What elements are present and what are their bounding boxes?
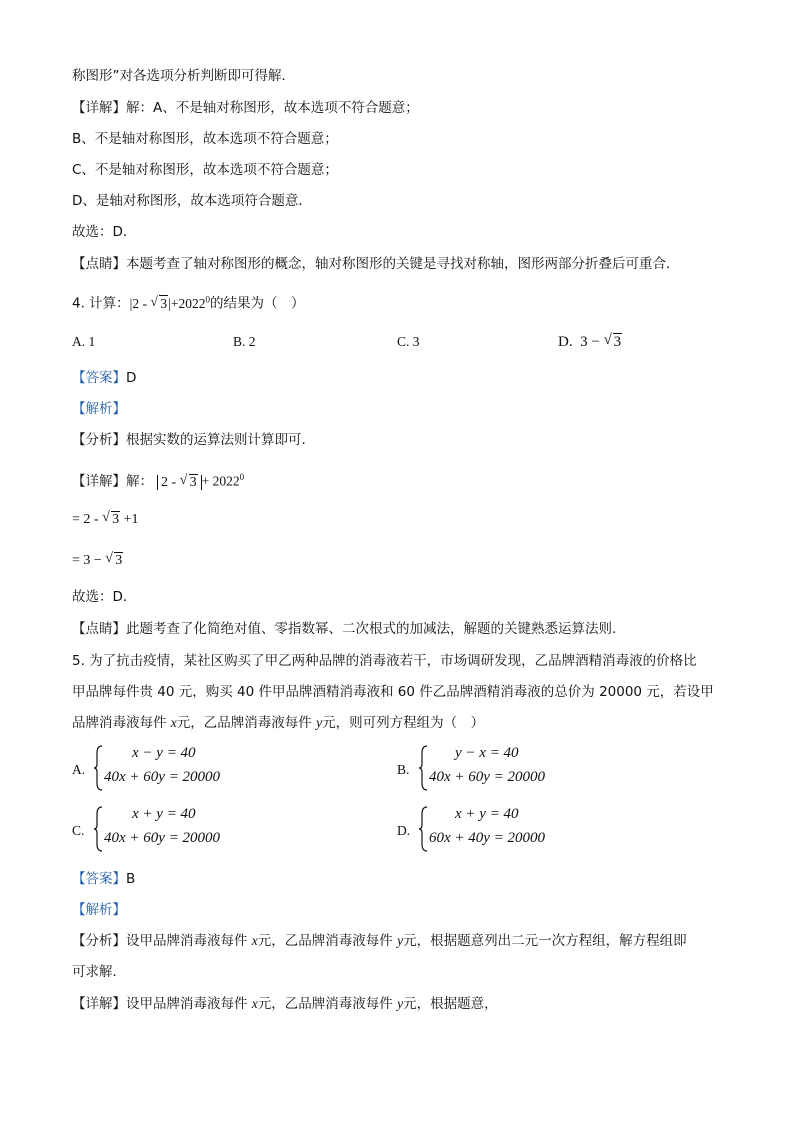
equation-2: 40x + 60y = 20000 bbox=[429, 769, 546, 785]
step-2 bbox=[72, 551, 123, 571]
var-y: y bbox=[397, 996, 404, 1011]
line-text: 元，乙品牌消毒液每件 bbox=[176, 715, 317, 731]
option-label: D. bbox=[397, 823, 411, 838]
var-x: x bbox=[170, 715, 177, 730]
comment-tag: 【点睛】 bbox=[72, 621, 126, 637]
text-line bbox=[72, 129, 338, 149]
line-text: 设甲品牌消毒液每件 bbox=[126, 996, 252, 1012]
option-text: B. 2 bbox=[233, 334, 256, 349]
line-text: 本题考查了轴对称图形的概念，轴对称图形的关键是寻找对称轴，图形两部分折叠后可重合． bbox=[126, 256, 680, 272]
analysis-text-2 bbox=[72, 962, 126, 982]
line-text: 故选：D． bbox=[72, 589, 137, 605]
radicand: 3 bbox=[613, 334, 622, 350]
analysis-line bbox=[72, 900, 126, 920]
line-text: 此题考查了化简绝对值、零指数幂、二次根式的加减法，解题的关键熟悉运算法则． bbox=[126, 621, 626, 637]
question-5-stem-2 bbox=[72, 682, 714, 702]
answer-tag: 【答案】 bbox=[72, 871, 126, 887]
line-text: 甲品牌每件贵 40 元，购买 40 件甲品牌酒精消毒液和 60 件乙品牌酒精消毒液的总价为 20000 元，若设甲 bbox=[72, 684, 714, 700]
line-text: 称图形”对各选项分析判断即可得解． bbox=[72, 68, 295, 84]
analysis-tag: 【解析】 bbox=[72, 902, 126, 918]
sqrt: √ 3 bbox=[603, 332, 622, 350]
option-b-system bbox=[419, 745, 579, 793]
option-text: C. 3 bbox=[397, 334, 420, 349]
analysis-text-1 bbox=[72, 931, 687, 951]
sqrt: √ 3 bbox=[179, 472, 197, 490]
answer-value: D bbox=[126, 370, 137, 386]
radicand: 3 bbox=[189, 474, 197, 490]
sqrt: √ 3 bbox=[150, 293, 168, 311]
var-y: y bbox=[397, 933, 404, 948]
analysis-tag: 【解析】 bbox=[72, 401, 126, 417]
question-5-stem-1 bbox=[72, 651, 697, 671]
line-text: 根据实数的运算法则计算即可． bbox=[126, 432, 315, 448]
answer-value: B bbox=[126, 871, 136, 887]
option-label: D. bbox=[558, 334, 573, 350]
line-text: 品牌消毒液每件 bbox=[72, 715, 171, 731]
text-line bbox=[72, 222, 136, 242]
choose-line bbox=[72, 587, 136, 607]
brace-icon bbox=[419, 806, 429, 852]
option-d-label bbox=[397, 821, 410, 841]
option-label: C. bbox=[72, 823, 85, 838]
detail-line bbox=[72, 467, 244, 493]
line-text: C、不是轴对称图形，故本选项不符合题意； bbox=[72, 162, 338, 178]
option-label: B. bbox=[397, 762, 410, 777]
equation-2: 60x + 40y = 20000 bbox=[429, 830, 546, 846]
option-c-label bbox=[72, 821, 84, 841]
q4-expression bbox=[129, 293, 210, 311]
q4-prefix: 4. 计算： bbox=[72, 295, 130, 312]
option-label: A. bbox=[72, 762, 86, 777]
exponent: 0 bbox=[205, 294, 210, 304]
expr-part: |+2022 bbox=[168, 295, 206, 311]
line-text: B、不是轴对称图形，故本选项不符合题意； bbox=[72, 131, 338, 147]
option-text: 3 − bbox=[580, 334, 604, 350]
answer-line bbox=[72, 869, 135, 889]
line-text: 故选：D． bbox=[72, 224, 137, 240]
comment-tag: 【点睛】 bbox=[72, 256, 126, 272]
option-d-system bbox=[419, 806, 579, 854]
brace-icon bbox=[94, 745, 104, 791]
text-line bbox=[72, 160, 338, 180]
equation-1: x + y = 40 bbox=[132, 806, 196, 822]
equation-1: x + y = 40 bbox=[455, 806, 519, 822]
option-a-label bbox=[72, 760, 85, 780]
abs-expression bbox=[157, 472, 202, 490]
equation-1: y − x = 40 bbox=[455, 745, 519, 761]
equation-1: x − y = 40 bbox=[132, 745, 196, 761]
option-a bbox=[72, 332, 95, 352]
line-text: D、是轴对称图形，故本选项符合题意． bbox=[72, 193, 312, 209]
line-text: 设甲品牌消毒液每件 bbox=[126, 933, 252, 949]
var-x: x bbox=[251, 996, 258, 1011]
radicand: 3 bbox=[160, 295, 168, 311]
detail-tag: 【详解】 bbox=[72, 100, 126, 116]
line-text: 可求解． bbox=[72, 964, 126, 980]
equation-2: 40x + 60y = 20000 bbox=[104, 830, 221, 846]
question-4-stem bbox=[72, 289, 304, 314]
expr-part: +1 bbox=[123, 512, 139, 527]
option-a-system bbox=[94, 745, 254, 793]
line-text: 解： bbox=[126, 473, 153, 490]
line-text: 元，根据题意列出二元一次方程组，解方程组即 bbox=[403, 933, 687, 949]
option-b-label bbox=[397, 760, 409, 780]
sqrt: √ 3 bbox=[102, 510, 120, 527]
text-line bbox=[72, 66, 295, 86]
comment-line bbox=[72, 619, 626, 639]
sqrt: √ 3 bbox=[105, 551, 123, 568]
equation-2: 40x + 60y = 20000 bbox=[104, 769, 221, 785]
detail-tag: 【详解】 bbox=[72, 996, 126, 1012]
detail-line bbox=[72, 994, 498, 1014]
option-d bbox=[558, 332, 622, 352]
brace-icon bbox=[419, 745, 429, 791]
answer-tag: 【答案】 bbox=[72, 370, 126, 386]
option-text: A. 1 bbox=[72, 334, 96, 349]
answer-line bbox=[72, 368, 136, 388]
detail-tag: 【详解】 bbox=[72, 473, 126, 490]
radicand: 3 bbox=[115, 553, 123, 568]
exponent: 0 bbox=[239, 472, 245, 482]
line-text: 解：A、不是轴对称图形，故本选项不符合题意； bbox=[126, 100, 419, 116]
radicand: 3 bbox=[112, 512, 120, 527]
expr-part: + 2022 bbox=[201, 473, 240, 489]
analysis-text bbox=[72, 430, 315, 450]
brace-icon bbox=[94, 806, 104, 852]
question-5-stem-3 bbox=[72, 713, 484, 733]
line-text: 元，乙品牌消毒液每件 bbox=[257, 933, 398, 949]
var-x: x bbox=[251, 933, 258, 948]
var-y: y bbox=[316, 715, 323, 730]
expr-part: = 2 - bbox=[72, 512, 103, 527]
expr-part: = 3 − bbox=[72, 553, 106, 568]
analysis-line bbox=[72, 399, 126, 419]
text-line bbox=[72, 254, 680, 274]
expr-part: |2 - bbox=[129, 295, 151, 311]
line-text: 元，则可列方程组为（ ） bbox=[322, 715, 485, 731]
option-c-system bbox=[94, 806, 254, 854]
expr-part: 2 - bbox=[161, 474, 180, 490]
line-text: 5. 为了抗击疫情，某社区购买了甲乙两种品牌的消毒液若干，市场调研发现，乙品牌酒精消毒液的价格比 bbox=[72, 653, 697, 669]
text-line bbox=[72, 191, 312, 211]
line-text: 元，乙品牌消毒液每件 bbox=[257, 996, 398, 1012]
option-b bbox=[233, 332, 256, 352]
fx-tag: 【分析】 bbox=[72, 432, 126, 448]
line-text: 元，根据题意， bbox=[403, 996, 498, 1012]
fx-tag: 【分析】 bbox=[72, 933, 126, 949]
option-c bbox=[397, 332, 420, 352]
step-1 bbox=[72, 510, 138, 530]
text-line bbox=[72, 98, 419, 118]
q4-suffix: 的结果为（ ） bbox=[209, 295, 305, 312]
